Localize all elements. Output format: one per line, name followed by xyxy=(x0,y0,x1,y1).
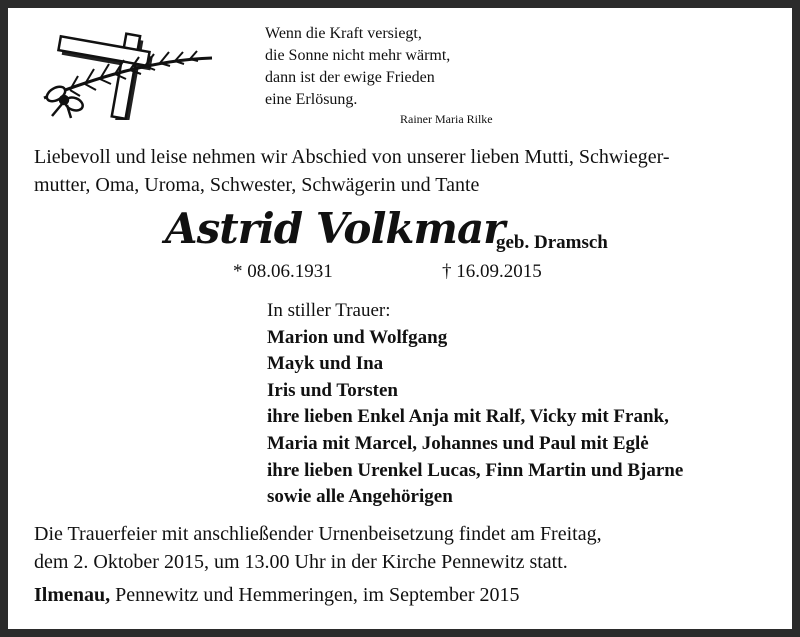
mourner-line: ihre lieben Urenkel Lucas, Finn Martin und Bjarne xyxy=(267,459,684,481)
farewell-text xyxy=(34,143,670,199)
mourner-line: Maria mit Marcel, Johannes und Paul mit Eglė xyxy=(267,432,649,454)
mourner-line: Iris und Torsten xyxy=(267,379,398,401)
mourner-line: Marion und Wolfgang xyxy=(267,326,448,348)
poem-author: Rainer Maria Rilke xyxy=(400,112,493,126)
mourner-line: Mayk und Ina xyxy=(267,353,384,375)
poem-line: dann ist der ewige Frieden xyxy=(265,69,435,86)
mourner-line: ihre lieben Enkel Anja mit Ralf, Vicky mit Frank, xyxy=(267,406,669,428)
poem-line: die Sonne nicht mehr wärmt, xyxy=(265,47,451,64)
poem-line: Wenn die Kraft versiegt, xyxy=(265,25,422,42)
funeral-details xyxy=(34,520,602,576)
cross-with-palm-branch-icon xyxy=(30,20,220,120)
death-date: † 16.09.2015 xyxy=(442,261,542,282)
mourners-list xyxy=(267,298,683,511)
birth-date: * 08.06.1931 xyxy=(233,261,333,282)
poem xyxy=(265,23,450,111)
mourner-line: sowie alle Angehörigen xyxy=(267,486,453,508)
farewell-line: mutter, Oma, Uroma, Schwester, Schwägerin und Tante xyxy=(34,174,480,196)
poem-line: eine Erlösung. xyxy=(265,91,358,108)
birth-name: geb. Dramsch xyxy=(496,232,608,253)
place-and-date xyxy=(34,584,519,607)
deceased-name: Astrid Volkmar xyxy=(165,204,505,253)
mourning-heading: In stiller Trauer: xyxy=(267,300,391,321)
funeral-line: dem 2. Oktober 2015, um 13.00 Uhr in der Kirche Pennewitz statt. xyxy=(34,551,568,573)
place-rest: Pennewitz und Hemmeringen, im September 2015 xyxy=(110,584,520,606)
farewell-line: Liebevoll und leise nehmen wir Abschied von unserer lieben Mutti, Schwieger- xyxy=(34,146,670,168)
place-city: Ilmenau, xyxy=(34,584,111,606)
funeral-line: Die Trauerfeier mit anschließender Urnenbeisetzung findet am Freitag, xyxy=(34,523,602,545)
